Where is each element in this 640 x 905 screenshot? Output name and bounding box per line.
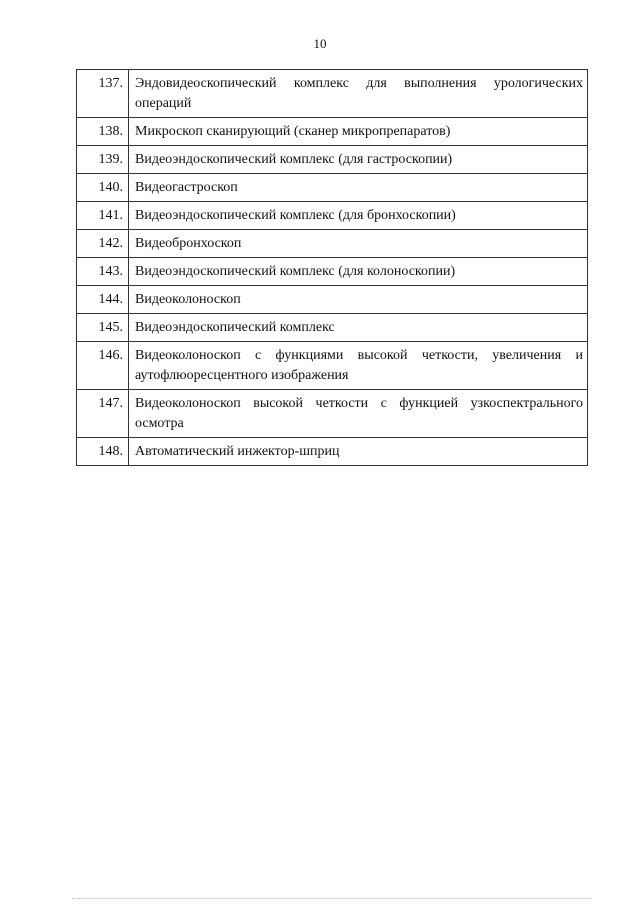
row-number: 143. <box>77 258 129 286</box>
row-name: Видеоколоноскоп высокой четкости с функцией узкоспектрального осмотра <box>129 390 588 438</box>
table-row <box>77 174 588 202</box>
row-name: Видеобронхоскоп <box>129 230 588 258</box>
table-row <box>77 118 588 146</box>
table-row <box>77 314 588 342</box>
table-row <box>77 342 588 390</box>
page-number: 10 <box>313 36 327 51</box>
row-number: 147. <box>77 390 129 438</box>
row-name: Видеоэндоскопический комплекс <box>129 314 588 342</box>
row-number: 140. <box>77 174 129 202</box>
row-number: 141. <box>77 202 129 230</box>
row-number: 142. <box>77 230 129 258</box>
row-number: 145. <box>77 314 129 342</box>
row-name: Видеоэндоскопический комплекс (для бронхоскопии) <box>129 202 588 230</box>
page-bottom-edge <box>72 898 592 899</box>
row-number: 137. <box>77 70 129 118</box>
row-name: Видеоколоноскоп с функциями высокой четкости, увеличения и аутофлюоресцентного изображения <box>129 342 588 390</box>
table-row <box>77 438 588 466</box>
row-number: 146. <box>77 342 129 390</box>
row-name: Видеоколоноскоп <box>129 286 588 314</box>
row-name: Видеоэндоскопический комплекс (для гастроскопии) <box>129 146 588 174</box>
row-name: Эндовидеоскопический комплекс для выполнения урологических операций <box>129 70 588 118</box>
row-name: Видеогастроскоп <box>129 174 588 202</box>
row-number: 139. <box>77 146 129 174</box>
table-row <box>77 286 588 314</box>
table-row <box>77 70 588 118</box>
row-number: 148. <box>77 438 129 466</box>
row-name: Микроскоп сканирующий (сканер микропрепаратов) <box>129 118 588 146</box>
table-row <box>77 258 588 286</box>
row-number: 138. <box>77 118 129 146</box>
row-name: Видеоэндоскопический комплекс (для колоноскопии) <box>129 258 588 286</box>
row-name: Автоматический инжектор-шприц <box>129 438 588 466</box>
table-row <box>77 230 588 258</box>
table-row <box>77 146 588 174</box>
row-number: 144. <box>77 286 129 314</box>
table-row <box>77 202 588 230</box>
table-row <box>77 390 588 438</box>
equipment-table <box>76 69 588 466</box>
